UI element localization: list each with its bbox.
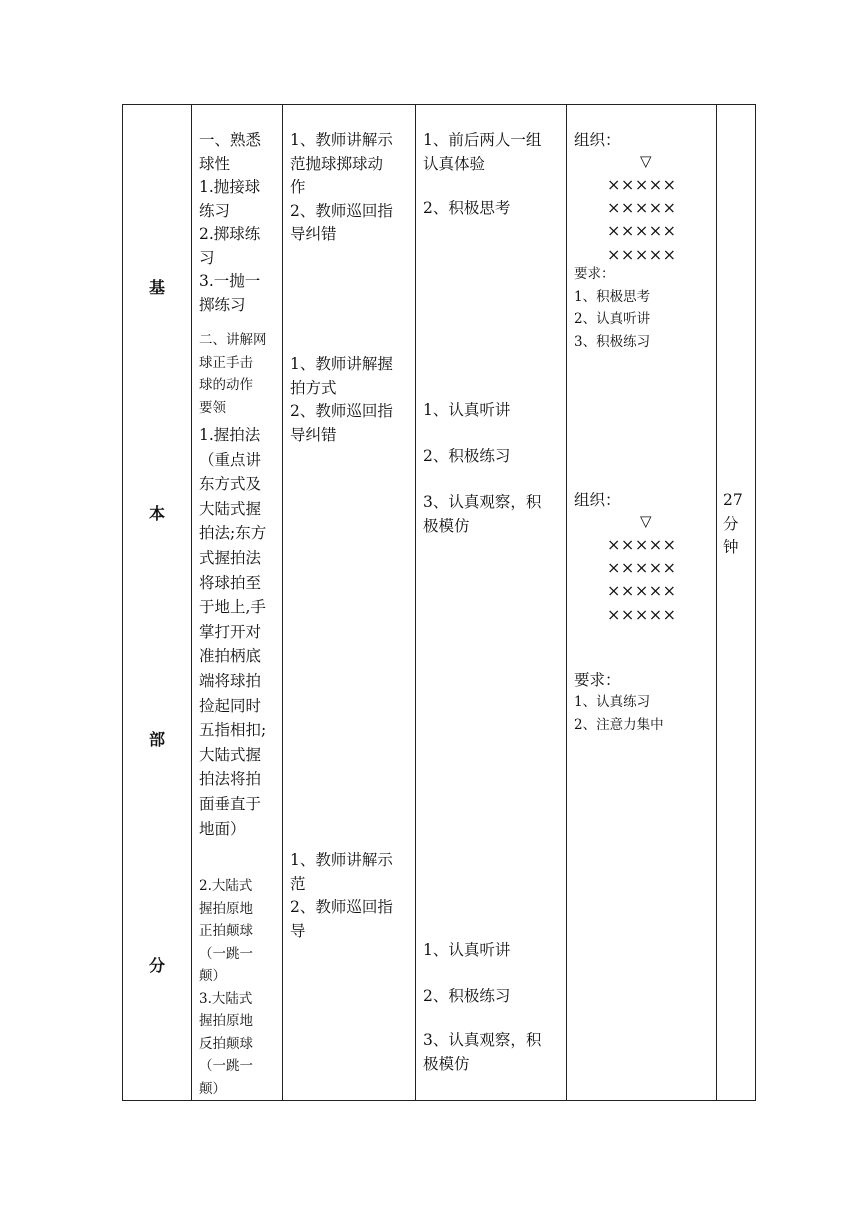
section-label-cell	[123, 105, 191, 1100]
teacher-triangle-icon: ▽	[640, 512, 652, 530]
student-activity-2c: 3、认真观察，积 极模仿	[423, 493, 542, 535]
student-activity-3c: 3、认真观察，积 极模仿	[423, 1031, 542, 1073]
section-char: 分	[148, 956, 165, 975]
teacher-triangle-icon: ▽	[640, 152, 652, 170]
content-part2-bounce: 2.大陆式 握拍原地 正拍颠球 （一跳一 颠） 3.大陆式 握拍原地 反拍颠球 （一跳一 颠）	[199, 878, 253, 1097]
student-activity-1b: 2、积极思考	[423, 199, 511, 217]
student-activity-2a: 1、认真听讲	[423, 401, 511, 419]
teacher-activity-cell	[282, 105, 415, 1100]
lesson-plan-table	[122, 104, 756, 1101]
student-activity-1a: 1、前后两人一组 认真体验	[423, 131, 542, 173]
student-formation-grid: ××××× ××××× ××××× ×××××	[607, 175, 677, 264]
time-cell	[716, 105, 755, 1100]
student-activity-3a: 1、认真听讲	[423, 941, 511, 959]
teacher-activity-3: 1、教师讲解示 范 2、教师巡回指 导	[290, 851, 393, 940]
student-activity-2b: 2、积极练习	[423, 447, 511, 465]
section-char: 基	[148, 278, 165, 297]
content-part1: 一、熟悉 球性 1.抛接球 练习 2.掷球练 习 3.一抛一 掷练习	[199, 131, 262, 314]
student-activity-3b: 2、积极练习	[423, 987, 511, 1005]
content-part2-grip: 1.握拍法 （重点讲 东方式及 大陆式握 拍法;东方 式握拍法 将球拍至 于地上,手 掌打开对 准拍柄底 端将球拍 捡起同时 五指相扣; 大陆式握 拍法将拍 面垂直于 地面）	[199, 426, 267, 838]
time-allotment: 27 分 钟	[723, 491, 743, 556]
student-formation-grid: ××××× ××××× ××××× ×××××	[607, 535, 677, 624]
teaching-content-cell	[191, 105, 282, 1100]
teacher-activity-1: 1、教师讲解示 范抛球掷球动 作 2、教师巡回指 导纠错	[290, 131, 393, 243]
organization-cell	[566, 105, 716, 1100]
org2-requirements-label: 要求：	[574, 671, 621, 689]
org1-label: 组织：	[574, 131, 621, 149]
org2-label: 组织：	[574, 491, 621, 509]
org2-requirements: 1、认真练习 2、注意力集中	[574, 694, 664, 733]
org1-requirements: 要求： 1、积极思考 2、认真听讲 3、积极练习	[574, 266, 651, 350]
teacher-activity-2: 1、教师讲解握 拍方式 2、教师巡回指 导纠错	[290, 355, 393, 444]
student-activity-cell	[415, 105, 566, 1100]
content-part2-title: 二、讲解网 球正手击 球的动作 要领	[199, 332, 267, 416]
section-char: 部	[148, 730, 165, 749]
section-char: 本	[148, 504, 165, 523]
